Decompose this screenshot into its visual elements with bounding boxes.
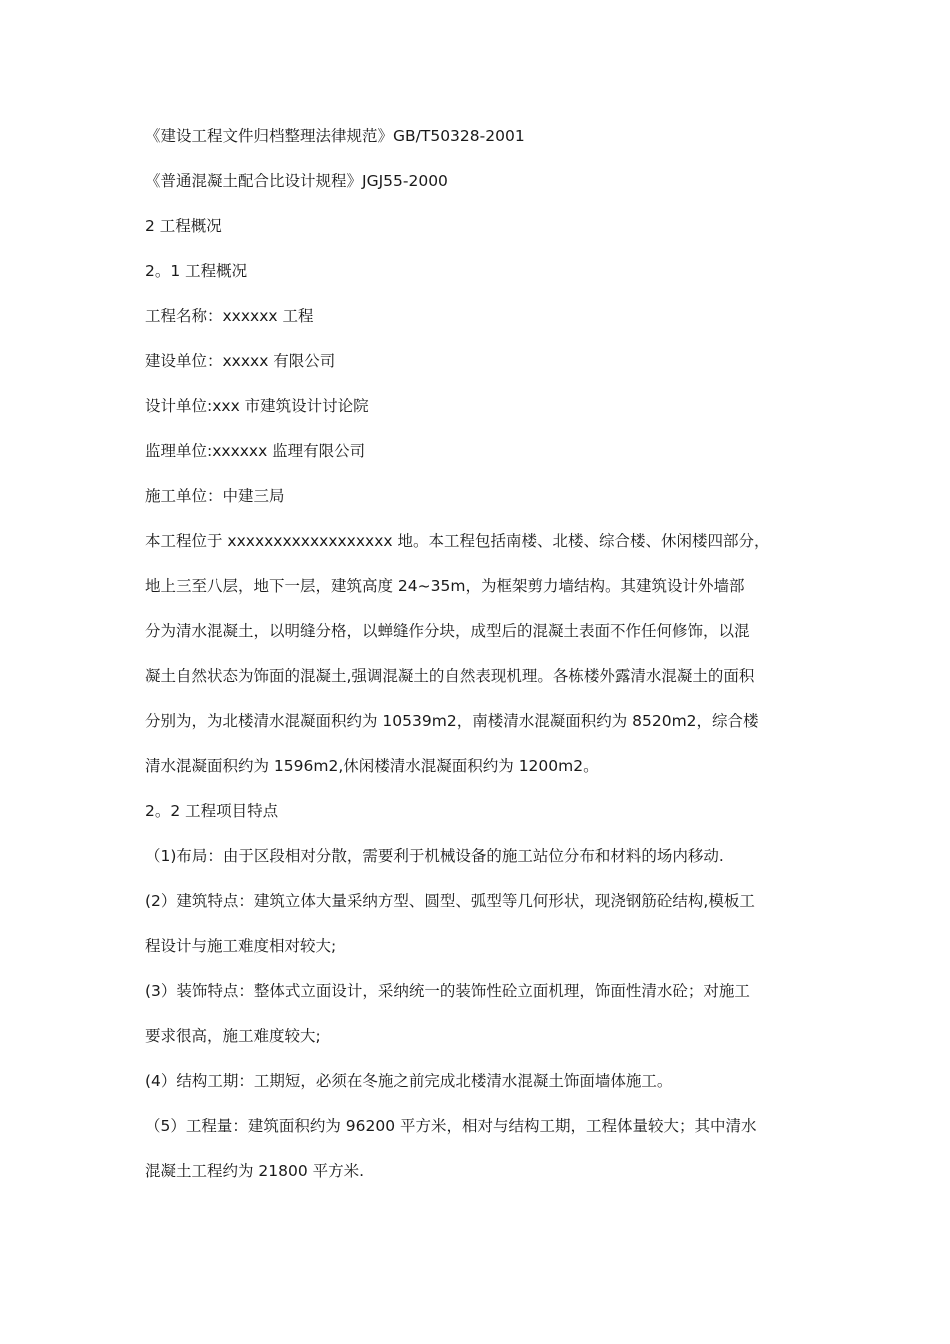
section-heading-project-overview: 2 工程概况: [145, 217, 222, 235]
subsection-heading-overview: 2。1 工程概况: [145, 262, 248, 280]
reference-standard-concrete-mix: 《普通混凝土配合比设计规程》JGJ55-2000: [145, 172, 448, 190]
feature-item-decoration: (3）装饰特点：整体式立面设计，采纳统一的装饰性砼立面机理，饰面性清水砼；对施工: [145, 982, 750, 1000]
overview-paragraph-line: 分为清水混凝土，以明缝分格，以蝉缝作分块，成型后的混凝土表面不作任何修饰，以混: [145, 622, 750, 640]
document-page: [145, 124, 810, 1204]
feature-item-architecture-cont: 程设计与施工难度相对较大;: [145, 937, 337, 955]
construction-unit: 建设单位：xxxxx 有限公司: [145, 352, 336, 370]
overview-paragraph-line: 本工程位于 xxxxxxxxxxxxxxxxxx 地。本工程包括南楼、北楼、综合楼、休闲楼四部分，: [145, 532, 770, 550]
reference-standard-archive: 《建设工程文件归档整理法律规范》GB/T50328-2001: [145, 127, 525, 145]
feature-item-quantity-cont: 混凝土工程约为 21800 平方米.: [145, 1162, 365, 1180]
feature-item-decoration-cont: 要求很高，施工难度较大;: [145, 1027, 321, 1045]
overview-paragraph-line: 清水混凝面积约为 1596m2,休闲楼清水混凝面积约为 1200m2。: [145, 757, 599, 775]
subsection-heading-features: 2。2 工程项目特点: [145, 802, 279, 820]
feature-item-schedule: (4）结构工期：工期短，必须在冬施之前完成北楼清水混凝土饰面墙体施工。: [145, 1072, 673, 1090]
overview-paragraph-line: 分别为，为北楼清水混凝面积约为 10539m2，南楼清水混凝面积约为 8520m2，综合楼: [145, 712, 759, 730]
overview-paragraph-line: 地上三至八层，地下一层，建筑高度 24~35m，为框架剪力墙结构。其建筑设计外墙部: [145, 577, 745, 595]
supervision-unit: 监理单位:xxxxxx 监理有限公司: [145, 442, 366, 460]
feature-item-quantity: （5）工程量：建筑面积约为 96200 平方米，相对与结构工期，工程体量较大；其中清水: [145, 1117, 757, 1135]
project-name: 工程名称：xxxxxx 工程: [145, 307, 314, 325]
contractor-unit: 施工单位：中建三局: [145, 487, 285, 505]
design-unit: 设计单位:xxx 市建筑设计讨论院: [145, 397, 369, 415]
overview-paragraph-line: 凝土自然状态为饰面的混凝土,强调混凝土的自然表现机理。各栋楼外露清水混凝土的面积: [145, 667, 755, 685]
feature-item-architecture: (2）建筑特点：建筑立体大量采纳方型、圆型、弧型等几何形状，现浇钢筋砼结构,模板工: [145, 892, 755, 910]
feature-item-layout: （1)布局：由于区段相对分散，需要利于机械设备的施工站位分布和材料的场内移动.: [145, 847, 724, 865]
